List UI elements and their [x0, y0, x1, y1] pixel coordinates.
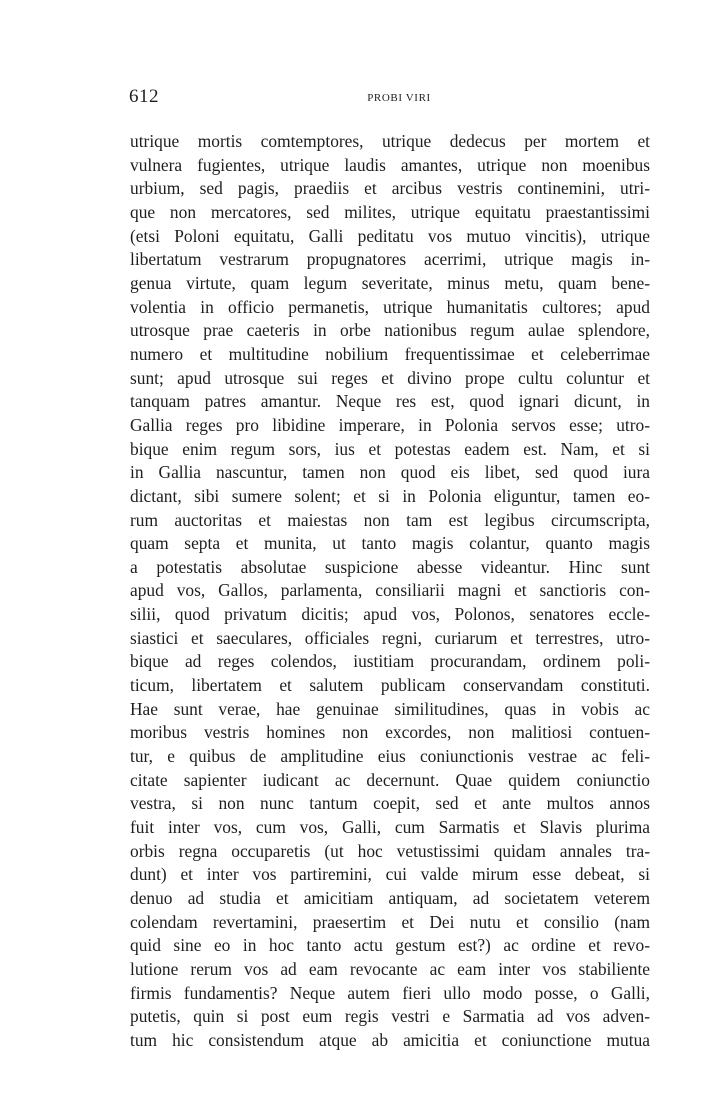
text-line: a potestatis absolutae suspicione abesse videantur. Hinc sunt: [130, 556, 650, 577]
text-line: genua virtute, quam legum severitate, minus metu, quam bene-: [130, 272, 650, 293]
running-head: PROBI VIRI: [367, 92, 431, 104]
text-line: volentia in officio permanetis, utrique humanitatis cultores; apud: [130, 296, 650, 317]
text-line: tum hic consistendum atque ab amicitia et coniunctione mutua: [130, 1029, 650, 1050]
text-line: ticum, libertatem et salutem publicam conservandam constituti.: [130, 675, 650, 696]
text-line: denuo ad studia et amicitiam antiquam, ad societatem veterem: [130, 888, 650, 908]
text-line: putetis, quin si post eum regis vestri e Sarmatia ad vos adven-: [130, 1006, 650, 1027]
text-line: vulnera fugientes, utrique laudis amantes, utrique non moenibus: [130, 154, 650, 175]
text-line: rum auctoritas et maiestas non tam est legibus circumscripta,: [130, 509, 650, 530]
text-line: que non mercatores, sed milites, utrique equitatu praestantissimi: [130, 201, 650, 222]
body-text: [130, 130, 650, 1053]
text-line: moribus vestris homines non excordes, non malitiosi contuen-: [130, 722, 650, 743]
page-number: 612: [129, 86, 159, 107]
text-line: urbium, sed pagis, praediis et arcibus vestris continemini, utri-: [130, 178, 650, 199]
text-line: utrique mortis comtemptores, utrique dedecus per mortem et: [130, 131, 650, 151]
text-line: dictant, sibi sumere solent; et si in Polonia eliguntur, tamen eo-: [130, 485, 650, 506]
text-line: bique ad reges colendos, iustitiam procurandam, ordinem poli-: [130, 651, 650, 672]
text-line: in Gallia nascuntur, tamen non quod eis libet, sed quod iura: [130, 462, 650, 483]
text-line: quid sine eo in hoc tanto actu gestum est?) ac ordine et revo-: [130, 935, 650, 956]
text-line: tur, e quibus de amplitudine eius coniunctionis vestrae ac feli-: [130, 746, 650, 767]
text-line: apud vos, Gallos, parlamenta, consiliarii magni et sanctioris con-: [130, 580, 650, 601]
text-line: firmis fundamentis? Neque autem fieri ullo modo posse, o Galli,: [130, 982, 650, 1003]
text-line: utrosque prae caeteris in orbe nationibus regum aulae splendore,: [130, 320, 650, 341]
text-line: fuit inter vos, cum vos, Galli, cum Sarmatis et Slavis plurima: [130, 817, 650, 838]
text-line: libertatum vestrarum propugnatores acerrimi, utrique magis in-: [130, 249, 650, 270]
text-line: quam septa et munita, ut tanto magis colantur, quanto magis: [130, 533, 650, 554]
text-line: tanquam patres amantur. Neque res est, quod ignari dicunt, in: [130, 391, 650, 412]
text-line: citate sapienter iudicant ac decernunt. Quae quidem coniunctio: [130, 769, 650, 790]
text-line: colendam revertamini, praesertim et Dei nutu et consilio (nam: [130, 911, 650, 932]
text-line: silii, quod privatum dicitis; apud vos, Polonos, senatores eccle-: [130, 604, 650, 625]
text-line: (etsi Poloni equitatu, Galli peditatu vos mutuo vincitis), utrique: [130, 225, 650, 246]
text-line: sunt; apud utrosque sui reges et divino prope cultu coluntur et: [130, 367, 650, 388]
text-line: siastici et saeculares, officiales regni, curiarum et terrestres, utro-: [130, 627, 650, 648]
text-line: numero et multitudine nobilium frequentissimae et celeberrimae: [130, 343, 650, 364]
text-line: Gallia reges pro libidine imperare, in Polonia servos esse; utro-: [130, 414, 650, 435]
text-line: vestra, si non nunc tantum coepit, sed et ante multos annos: [130, 793, 650, 814]
text-line: bique enim regum sors, ius et potestas eadem est. Nam, et si: [130, 438, 650, 459]
page-header: [129, 86, 649, 114]
text-line: dunt) et inter vos partiremini, cui valde mirum esse debeat, si: [130, 864, 650, 885]
text-line: Hae sunt verae, hae genuinae similitudines, quas in vobis ac: [130, 698, 650, 719]
text-line: lutione rerum vos ad eam revocante ac eam inter vos stabiliente: [130, 958, 650, 979]
text-line: orbis regna occuparetis (ut hoc vetustissimi quidam annales tra-: [130, 840, 650, 861]
